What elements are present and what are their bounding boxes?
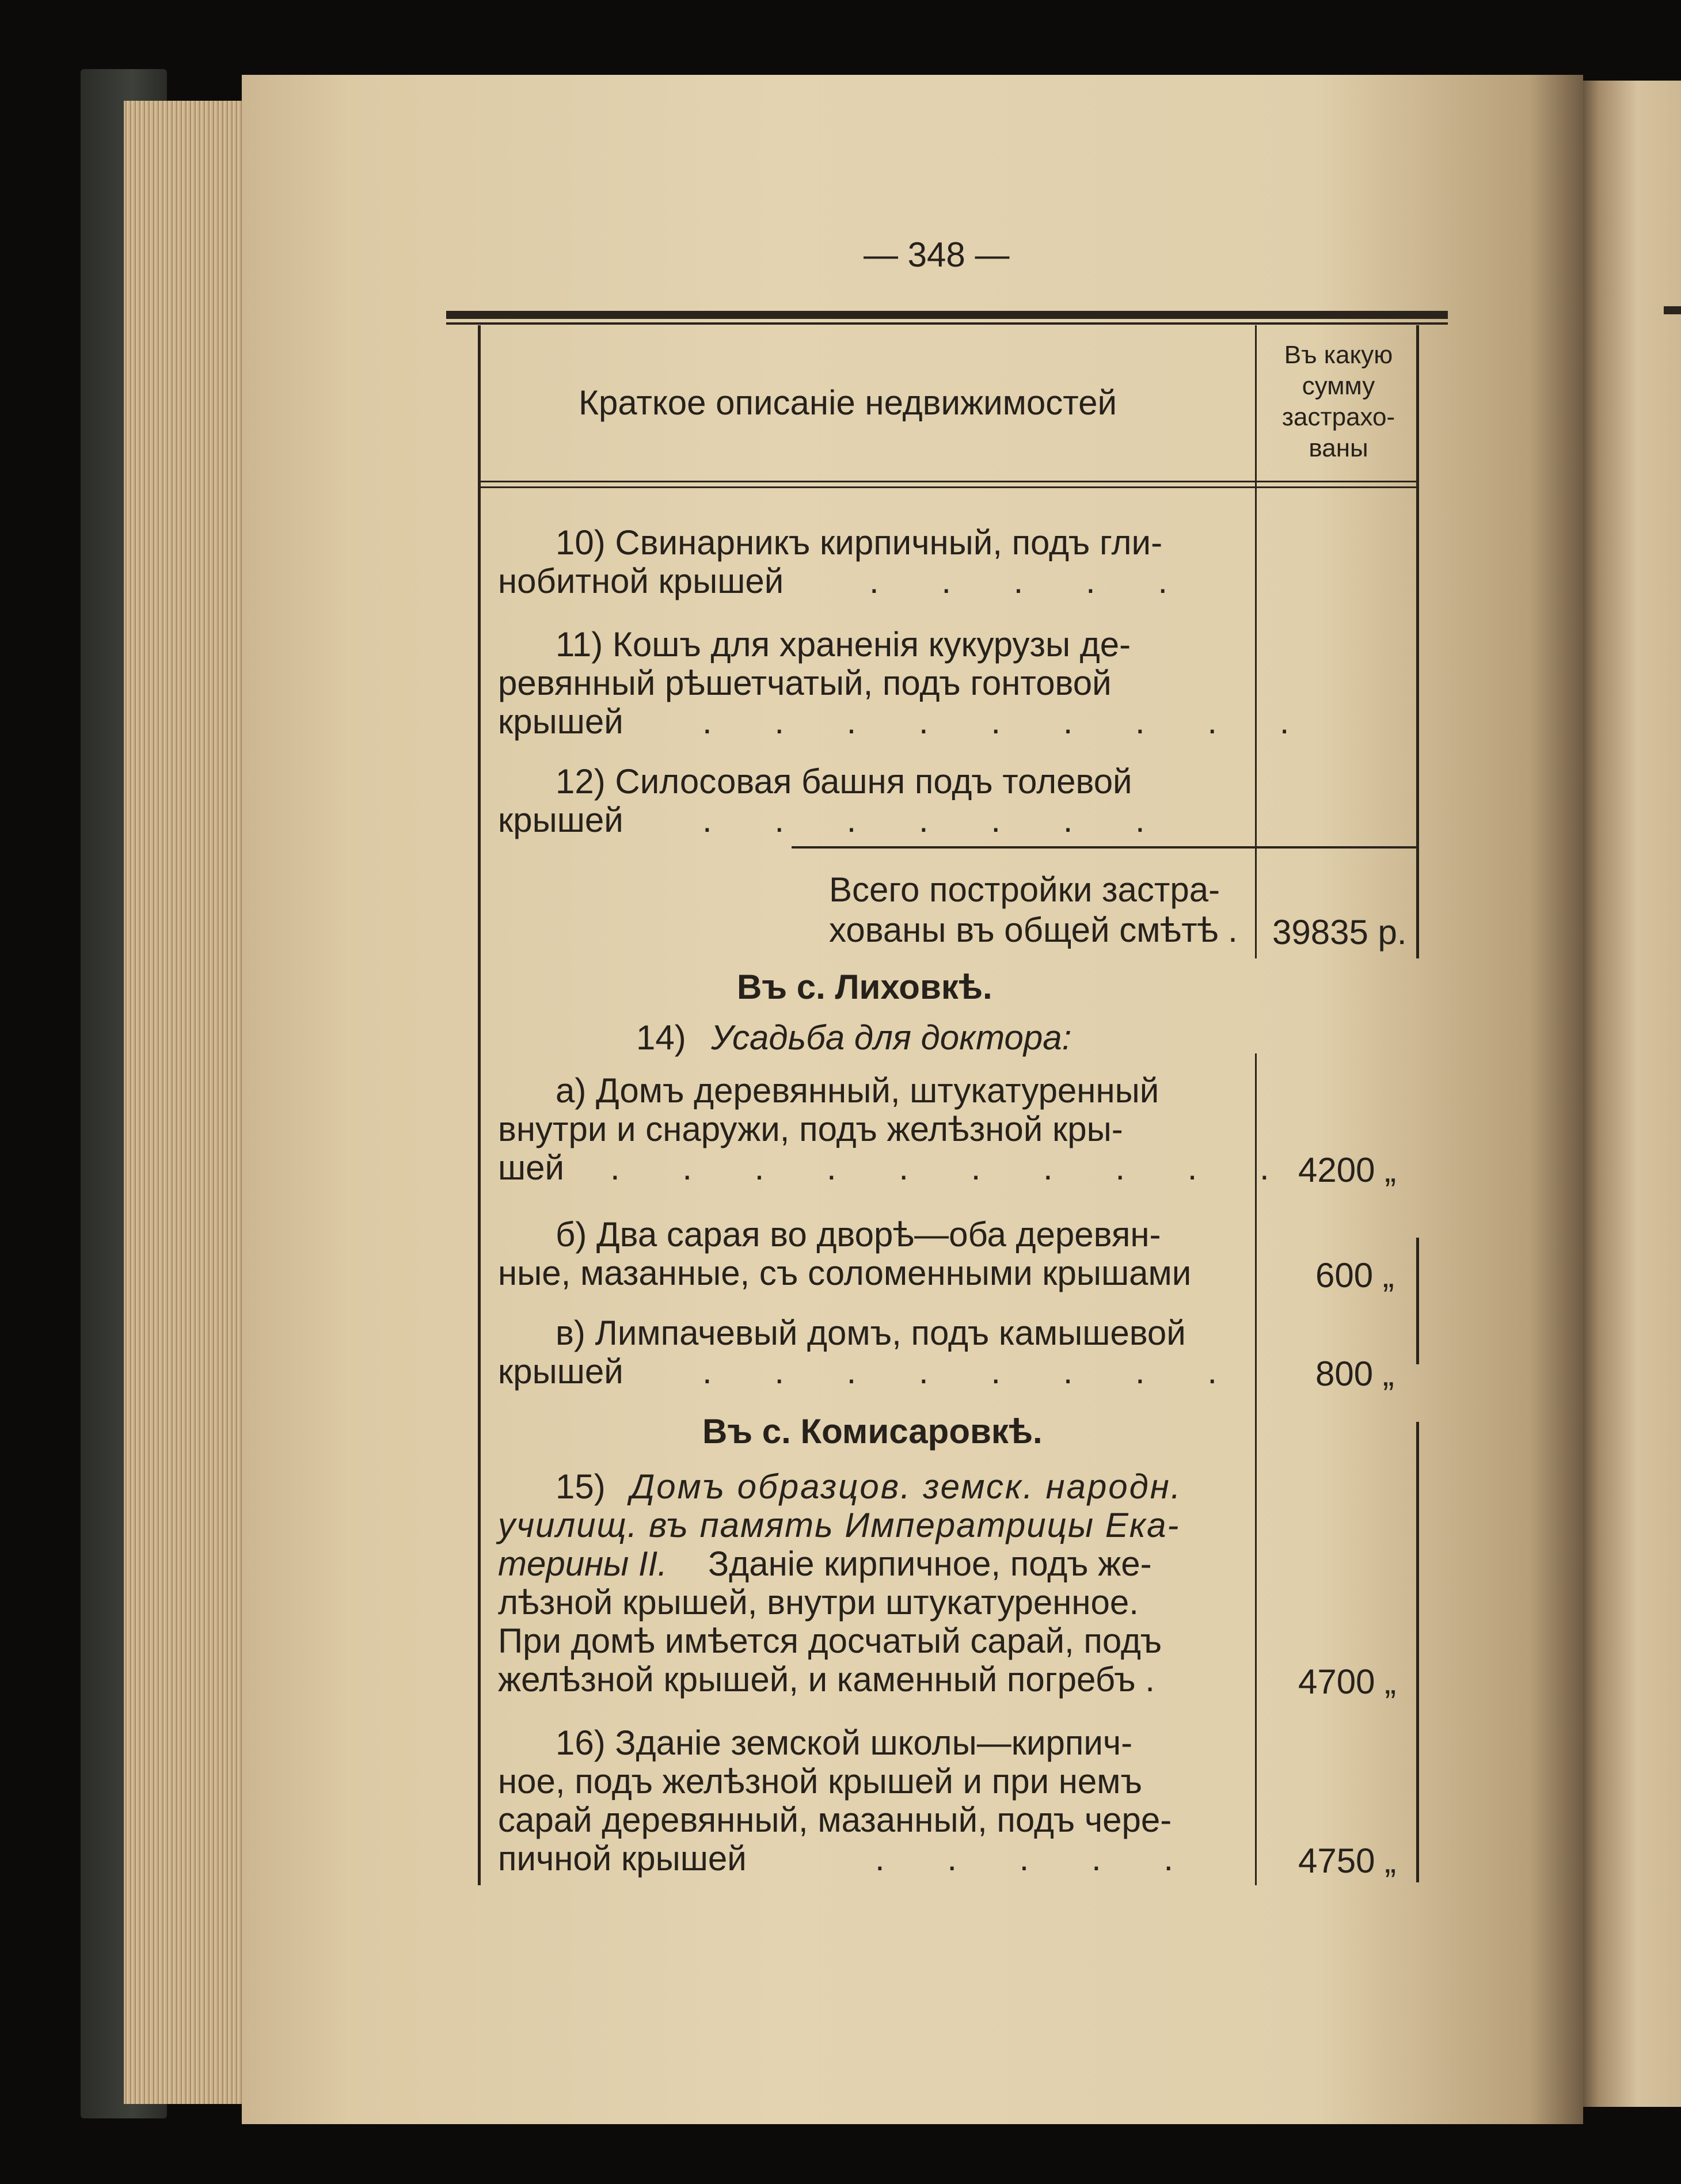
item-12-leader: . . . . . . . xyxy=(702,801,1172,839)
item-10-line-2: нобитной крышей xyxy=(498,562,784,600)
item-b-line-2: ные, мазанные, съ соломенными крышами xyxy=(498,1254,1192,1292)
header-rule-2 xyxy=(478,486,1416,488)
item-15-italic-2: училищ. въ память Императрицы Ека- xyxy=(498,1506,1180,1544)
page-number: — 348 — xyxy=(864,235,1010,274)
right-table-border xyxy=(1416,325,1419,958)
subheading-number-14: 14) xyxy=(636,1018,686,1057)
item-15-line-5: При домѣ имѣется досчатый сарай, подъ xyxy=(498,1622,1162,1660)
description-column-header: Краткое описаніе недвижимостей xyxy=(579,383,1117,422)
item-11-line-3: крышей xyxy=(498,702,623,741)
top-double-rule xyxy=(446,311,1448,319)
item-c-line-2: крышей xyxy=(498,1352,623,1391)
header-rule-1 xyxy=(478,481,1416,482)
item-16-line-2: ное, подъ желѣзной крышей и при немъ xyxy=(498,1762,1143,1801)
subheading-usadba: Усадьба для доктора: xyxy=(711,1018,1072,1057)
item-a-line-1: а) Домъ деревянный, штукатуренный xyxy=(556,1071,1159,1110)
item-16-amount: 4750 „ xyxy=(1298,1841,1397,1880)
item-a-line-3: шей xyxy=(498,1148,565,1187)
item-a-line-2: внутри и снаружи, подъ желѣзной кры- xyxy=(498,1110,1123,1148)
total-line-1: Всего постройки застра- xyxy=(829,870,1220,909)
item-12-line-1: 12) Силосовая башня подъ толевой xyxy=(556,762,1132,801)
right-border-segment-1 xyxy=(1416,1238,1419,1364)
item-10-leader: . . . . . xyxy=(869,562,1195,600)
amount-column-header: Въ какую сумму застрахо- ваны xyxy=(1281,341,1395,462)
item-a-amount: 4200 „ xyxy=(1298,1151,1397,1189)
column-divider xyxy=(1255,325,1257,958)
item-15-line-4: лѣзной крышей, внутри штукатуренное. xyxy=(498,1583,1139,1622)
item-b-line-1: б) Два сарая во дворѣ—оба деревян- xyxy=(556,1215,1161,1254)
right-border-segment-2 xyxy=(1416,1422,1419,1882)
item-c-leader: . . . . . . . . xyxy=(702,1352,1244,1391)
page-edges xyxy=(124,101,256,2104)
item-15-line-6: желѣзной крышей, и каменный погребъ . xyxy=(498,1660,1155,1699)
item-11-leader: . . . . . . . . . xyxy=(702,702,1316,741)
item-a-leader: . . . . . . . . . . xyxy=(610,1148,1296,1187)
facing-page-edge xyxy=(1572,81,1681,2107)
section-heading-likhovka: Въ с. Лиховкѣ. xyxy=(737,968,992,1006)
total-line-2: хованы въ общей смѣтѣ . xyxy=(829,911,1238,949)
item-16-line-4: пичной крышей xyxy=(498,1839,747,1878)
item-16-line-1: 16) Зданіе земской школы—кирпич- xyxy=(556,1723,1133,1762)
item-c-amount: 800 „ xyxy=(1315,1354,1394,1393)
item-15-line-3-rest: Зданіе кирпичное, подъ же- xyxy=(708,1544,1152,1583)
item-15-italic-3: терины II. xyxy=(498,1544,667,1583)
item-c-line-1: в) Лимпачевый домъ, подъ камышевой xyxy=(556,1314,1186,1352)
total-amount: 39835 р. xyxy=(1272,913,1407,952)
subtotal-rule xyxy=(792,846,1416,849)
facing-page-rule xyxy=(1664,306,1681,314)
section-heading-komisarovka: Въ с. Комисаровкѣ. xyxy=(702,1412,1043,1451)
item-10-line-1: 10) Свинарникъ кирпичный, подъ гли- xyxy=(556,523,1163,562)
item-11-line-1: 11) Кошъ для храненія кукурузы де- xyxy=(556,625,1131,664)
left-border-lower xyxy=(478,958,481,1885)
item-15-number: 15) xyxy=(556,1467,606,1506)
item-15-italic-1: Домъ образцов. земск. народн. xyxy=(630,1467,1182,1506)
item-16-leader: . . . . . xyxy=(875,1839,1200,1878)
top-thin-rule xyxy=(446,322,1448,325)
item-b-amount: 600 „ xyxy=(1315,1256,1394,1295)
left-table-border xyxy=(478,325,481,958)
item-12-line-2: крышей xyxy=(498,801,623,839)
item-15-amount: 4700 „ xyxy=(1298,1662,1397,1701)
item-16-line-3: сарай деревянный, мазанный, подъ чере- xyxy=(498,1801,1172,1839)
item-11-line-2: ревянный рѣшетчатый, подъ гонтовой xyxy=(498,664,1112,702)
